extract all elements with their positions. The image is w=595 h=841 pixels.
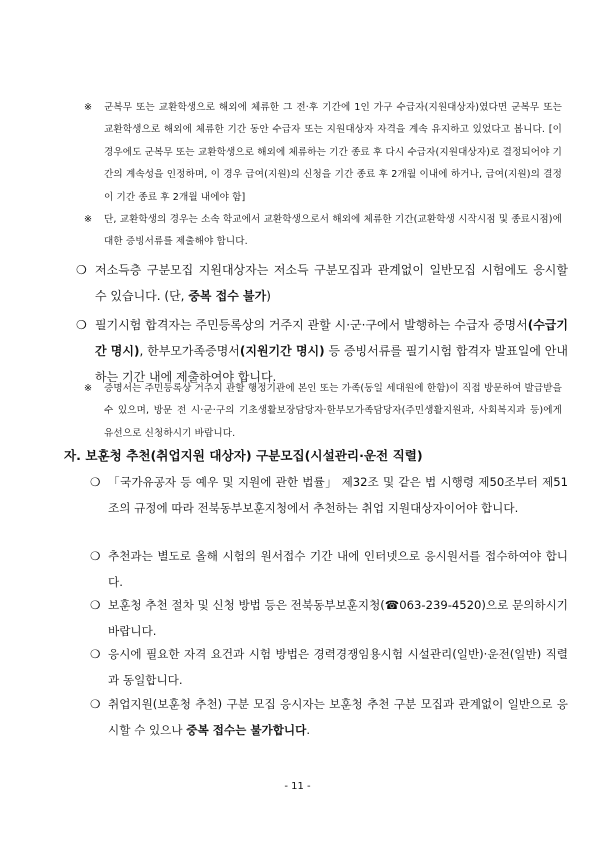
note-certificate-issuance [84, 378, 562, 445]
bullet-marker: ❍ [76, 318, 87, 332]
bullet-marker: ❍ [90, 598, 101, 612]
note-marker: ※ [84, 102, 93, 113]
note-exchange-evidence [84, 209, 562, 254]
bullet-text: 응시에 필요한 자격 요건과 시험 방법은 경력경쟁임용시험 시설관리(일반)·운전(일반) 직렬과 동일합니다. [108, 647, 568, 687]
emphasis-text: 중복 접수는 불가합니다 [186, 722, 307, 737]
bullet-marker: ❍ [76, 263, 87, 277]
emphasis-text: 중복 접수 불가 [188, 289, 267, 304]
emphasis-text: (지원기간 명시) [239, 344, 325, 359]
section-heading: 자. 보훈청 추천(취업지원 대상자) 구분모집(시설관리·운전 직렬) [64, 448, 423, 463]
bullet-text: 추천과는 별도로 올해 시험의 원서접수 기간 내에 인터넷으로 응시원서를 접수하여야 합니다. [108, 549, 568, 589]
bullet-text: 취업지원(보훈청 추천) 구분 모집 응시자는 보훈청 추천 구분 모집과 관계없이 일반으로 응시할 수 있으나 중복 접수는 불가합니다. [108, 697, 568, 737]
note-text: 단, 교환학생의 경우는 소속 학교에서 교환학생으로서 해외에 체류한 기간(교환학생 시작시점 및 종료시점)에 대한 증빙서류를 제출해야 합니다. [104, 214, 562, 248]
note-marker: ※ [84, 383, 93, 394]
bullet-low-income-duplicate [76, 257, 568, 309]
bullet-online-application [90, 544, 568, 596]
bullet-contact-inquiry [90, 593, 568, 645]
page-number: - 11 - [284, 781, 311, 792]
bullet-marker: ❍ [90, 549, 101, 563]
emphasis-text: (수급기간 명시) [95, 318, 568, 359]
bullet-qualification-requirements [90, 642, 568, 694]
note-text: 군복무 또는 교환학생으로 해외에 체류한 그 전·후 기간에 1인 가구 수급자(지원대상자)였다면 군복무 또는 교환학생으로 해외에 체류한 기간 동안 수급자 또는 지원대상자 자격을 계속 유지하고 있었다고 봅니다. [이 경우에도 군복무 또는 교환학생으로 해외에 체류하는 기간 종료 후 다시 수급자(지원대상자)로 결정되어야 기간의 계속성을 인정하며, 이 경우 급여(지원)의 신청을 기간 종료 후 2개월 이내에 하거나, 급여(지원)의 결정이 기간 종료 후 2개월 내에야 함] [104, 102, 562, 203]
bullet-veterans-law [90, 470, 568, 522]
bullet-text: 「국가유공자 등 예우 및 지원에 관한 법률」 제32조 및 같은 법 시행령 제50조부터 제51조의 규정에 따라 전북동부보훈지청에서 추천하는 취업 지원대상자이어야 합니다. [108, 475, 568, 515]
bullet-marker: ❍ [90, 475, 101, 489]
bullet-marker: ❍ [90, 697, 101, 711]
note-text: 증명서는 주민등록상 거주지 관할 행정기관에 본인 또는 가족(동일 세대원에 한함)이 직접 방문하여 발급받을 수 있으며, 방문 전 시·군·구의 기초생활보장담당자·한부모가족담당자(주민생활지원과, 사회복지과 등)에게 유선으로 신청하시기 바랍니다. [104, 383, 562, 439]
bullet-duplicate-restriction [90, 692, 568, 744]
note-military-exchange [84, 97, 562, 209]
bullet-text: 저소득층 구분모집 지원대상자는 저소득 구분모집과 관계없이 일반모집 시험에도 응시할 수 있습니다. (단, 중복 접수 불가) [95, 263, 568, 304]
note-marker: ※ [84, 214, 93, 225]
bullet-marker: ❍ [90, 647, 101, 661]
bullet-text: 필기시험 합격자는 주민등록상의 거주지 관할 시·군·구에서 발행하는 수급자 증명서(수급기간 명시), 한부모가족증명서(지원기간 명시) 등 증빙서류를 필기시험 합격자 발표일에 안내하는 기간 내에 제출하여야 합니다. [95, 318, 568, 385]
bullet-text: 보훈청 추천 절차 및 신청 방법 등은 전북동부보훈지청(☎063-239-4520)으로 문의하시기 바랍니다. [108, 598, 568, 638]
